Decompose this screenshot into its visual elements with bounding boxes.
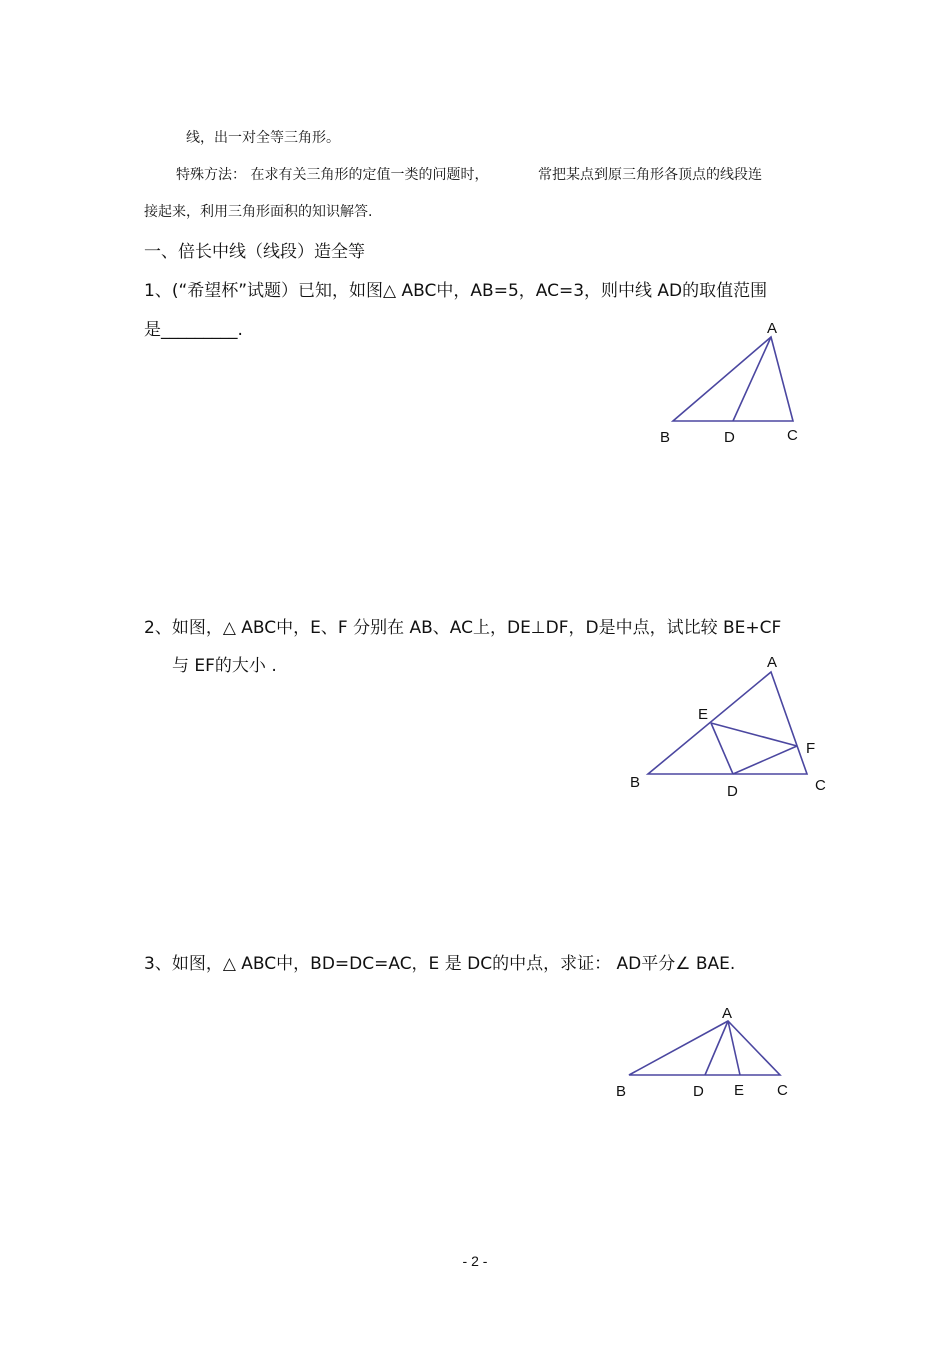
- fig1-triangle-abc: [673, 337, 793, 421]
- fig2-label-d: D: [727, 783, 738, 800]
- fig2-segment-df: [733, 746, 797, 774]
- fig2-label-a: A: [767, 654, 778, 671]
- special-method-text: 特殊方法： 在求有关三角形的定值一类的问题时，: [176, 167, 489, 183]
- question-3-text: 3、如图，△ ABC中，BD=DC=AC，E 是 DC的中点，求证： AD平分∠ BAE.: [144, 954, 736, 974]
- page-number: - 2 -: [462, 1253, 488, 1269]
- figure-2-triangle: [648, 672, 807, 774]
- question-1-text: 1、(“希望杯”试题）已知，如图△ ABC中，AB=5，AC=3，则中线 AD的取值范围: [144, 281, 768, 301]
- fig1-label-c: C: [787, 427, 798, 444]
- fig2-label-c: C: [815, 777, 826, 794]
- special-method-text-cont: 常把某点到原三角形各顶点的线段连: [538, 167, 762, 183]
- text-line-1: 线，出一对全等三角形。: [186, 130, 340, 146]
- fig2-triangle-abc: [648, 672, 807, 774]
- figure-1-triangle: [673, 337, 793, 421]
- figure-3-triangle: [629, 1021, 780, 1075]
- fig3-label-e: E: [734, 1082, 745, 1099]
- fig1-label-d: D: [724, 429, 735, 446]
- fig2-label-b: B: [630, 774, 641, 791]
- fig3-segment-ae: [728, 1021, 740, 1075]
- fig2-segment-ef: [711, 723, 797, 746]
- fig3-label-b: B: [616, 1083, 627, 1100]
- fig3-label-d: D: [693, 1083, 704, 1100]
- section-heading: 一、倍长中线（线段）造全等: [144, 242, 365, 262]
- question-2-text: 2、如图，△ ABC中，E、F 分别在 AB、AC上，DE⊥DF，D是中点，试比较 BE+CF: [144, 618, 782, 638]
- question-1-blank: 是_________.: [144, 320, 243, 340]
- fig2-label-e: E: [698, 706, 709, 723]
- fig1-median-ad: [733, 337, 771, 421]
- question-2-text-cont: 与 EF的大小 .: [172, 656, 277, 676]
- fig1-label-b: B: [660, 429, 671, 446]
- text-line-3: 接起来，利用三角形面积的知识解答.: [144, 204, 373, 220]
- fig3-triangle-abc: [629, 1021, 780, 1075]
- fig3-label-c: C: [777, 1082, 788, 1099]
- fig2-segment-ed: [711, 723, 733, 774]
- fig3-label-a: A: [722, 1005, 733, 1022]
- fig1-label-a: A: [767, 320, 778, 337]
- fig2-label-f: F: [806, 740, 816, 757]
- fig3-segment-ad: [705, 1021, 728, 1075]
